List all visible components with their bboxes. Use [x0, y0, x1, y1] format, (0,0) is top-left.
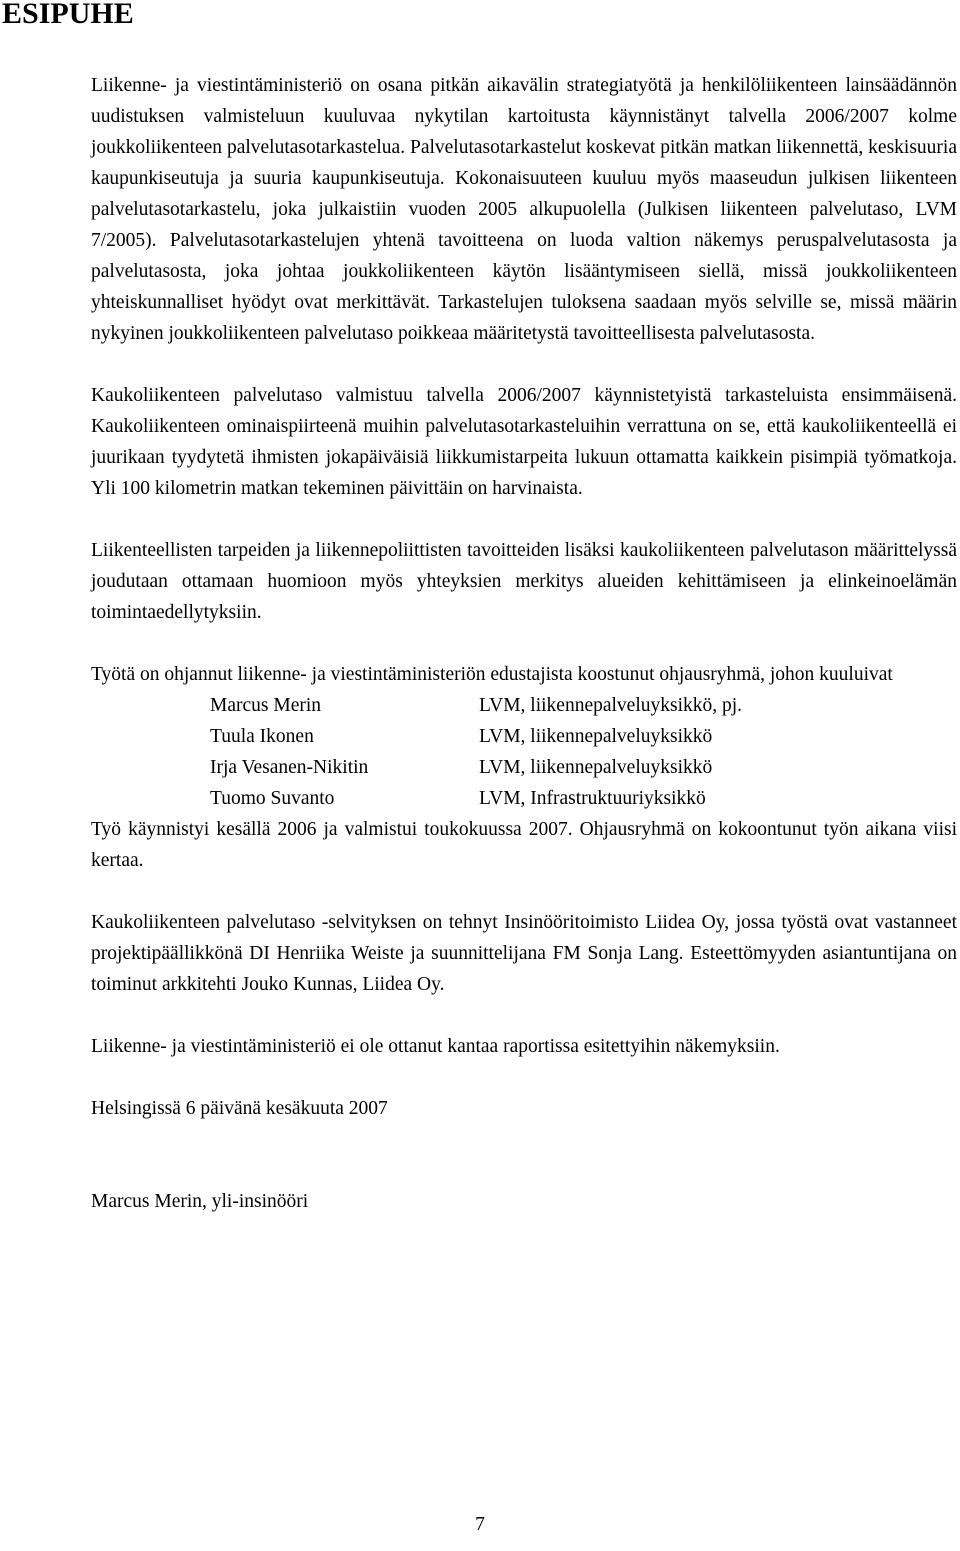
paragraph-consultant: Kaukoliikenteen palvelutaso -selvityksen on tehnyt Insinööritoimisto Liidea Oy, jossa työstä ovat vastanneet projektipäällikkönä DI Henriika Weiste ja suunnittelijana FM Sonja Lang. Esteettömyyden asiantuntijana on toiminut arkkitehti Jouko Kunnas, Liidea Oy. [91, 912, 957, 995]
member-role: LVM, liikennepalveluyksikkö [479, 726, 713, 747]
member-role: LVM, liikennepalveluyksikkö [479, 757, 713, 778]
member-role: LVM, liikennepalveluyksikkö, pj. [479, 695, 743, 716]
page-number: 7 [475, 1514, 485, 1535]
member-name: Tuula Ikonen [210, 726, 314, 747]
member-row [210, 752, 742, 783]
member-name: Tuomo Suvanto [210, 788, 335, 809]
paragraph-objectives: Liikenteellisten tarpeiden ja liikennepoliittisten tavoitteiden lisäksi kaukoliikenteen palvelutason määrittelyssä joudutaan ottamaan huomioon myös yhteyksien merkitys alueiden kehittämiseen ja elinkeinoelämän toimintaedellytyksiin. [91, 540, 957, 623]
member-row [210, 783, 742, 814]
member-role: LVM, Infrastruktuuriyksikkö [479, 788, 706, 809]
member-row [210, 721, 742, 752]
place-and-date: Helsingissä 6 päivänä kesäkuuta 2007 [91, 1098, 388, 1119]
member-name: Marcus Merin [210, 695, 322, 716]
steering-group-outro: Työ käynnistyi kesällä 2006 ja valmistui toukokuussa 2007. Ohjausryhmä on kokoontunut työn aikana viisi kertaa. [91, 819, 957, 871]
signature: Marcus Merin, yli-insinööri [91, 1191, 309, 1212]
document-body [91, 70, 957, 1248]
member-name: Irja Vesanen-Nikitin [210, 757, 369, 778]
paragraph-long-distance: Kaukoliikenteen palvelutaso valmistuu talvella 2006/2007 käynnistetyistä tarkasteluista ensimmäisenä. Kaukoliikenteen ominaispiirteenä muihin palvelutasotarkasteluihin verrattuna on se, että kaukoliikenteellä ei juurikaan tyydytetä ihmisten jokapäiväisiä liikkumistarpeita lukuun ottamatta kaikkein pisimpiä työmatkoja. Yli 100 kilometrin matkan tekeminen päivittäin on harvinaista. [91, 385, 957, 499]
steering-group-intro: Työtä on ohjannut liikenne- ja viestintäministeriön edustajista koostunut ohjausryhmä, johon kuuluivat [91, 664, 893, 685]
paragraph-intro: Liikenne- ja viestintäministeriö on osana pitkän aikavälin strategiatyötä ja henkilöliikenteen lainsäädännön uudistuksen valmisteluun kuuluvaa nykytilan kartoitusta käynnistänyt talvella 2006/2007 kolme joukkoliikenteen palvelutasotarkastelua. Palvelutasotarkastelut koskevat pitkän matkan liikennettä, keskisuuria kaupunkiseutuja ja suuria kaupunkiseutuja. Kokonaisuuteen kuuluu myös maaseudun julkisen liikenteen palvelutasotarkastelu, joka julkaistiin vuoden 2005 alkupuolella (Julkisen liikenteen palvelutaso, LVM 7/2005). Palvelutasotarkastelujen yhtenä tavoitteena on luoda valtion näkemys peruspalvelutasosta ja palvelutasosta, joka johtaa joukkoliikenteen käytön lisääntymiseen siellä, missä joukkoliikenteen yhteiskunnalliset hyödyt ovat merkittävät. Tarkastelujen tuloksena saadaan myös selville se, missä määrin nykyinen joukkoliikenteen palvelutaso poikkeaa määritetystä tavoitteellisesta palvelutasosta. [91, 75, 957, 344]
member-row [210, 690, 742, 721]
paragraph-disclaimer: Liikenne- ja viestintäministeriö ei ole ottanut kantaa raportissa esitettyihin näkemyksiin. [91, 1036, 780, 1057]
steering-group-members [210, 690, 742, 814]
page-title: ESIPUHE [2, 0, 134, 30]
